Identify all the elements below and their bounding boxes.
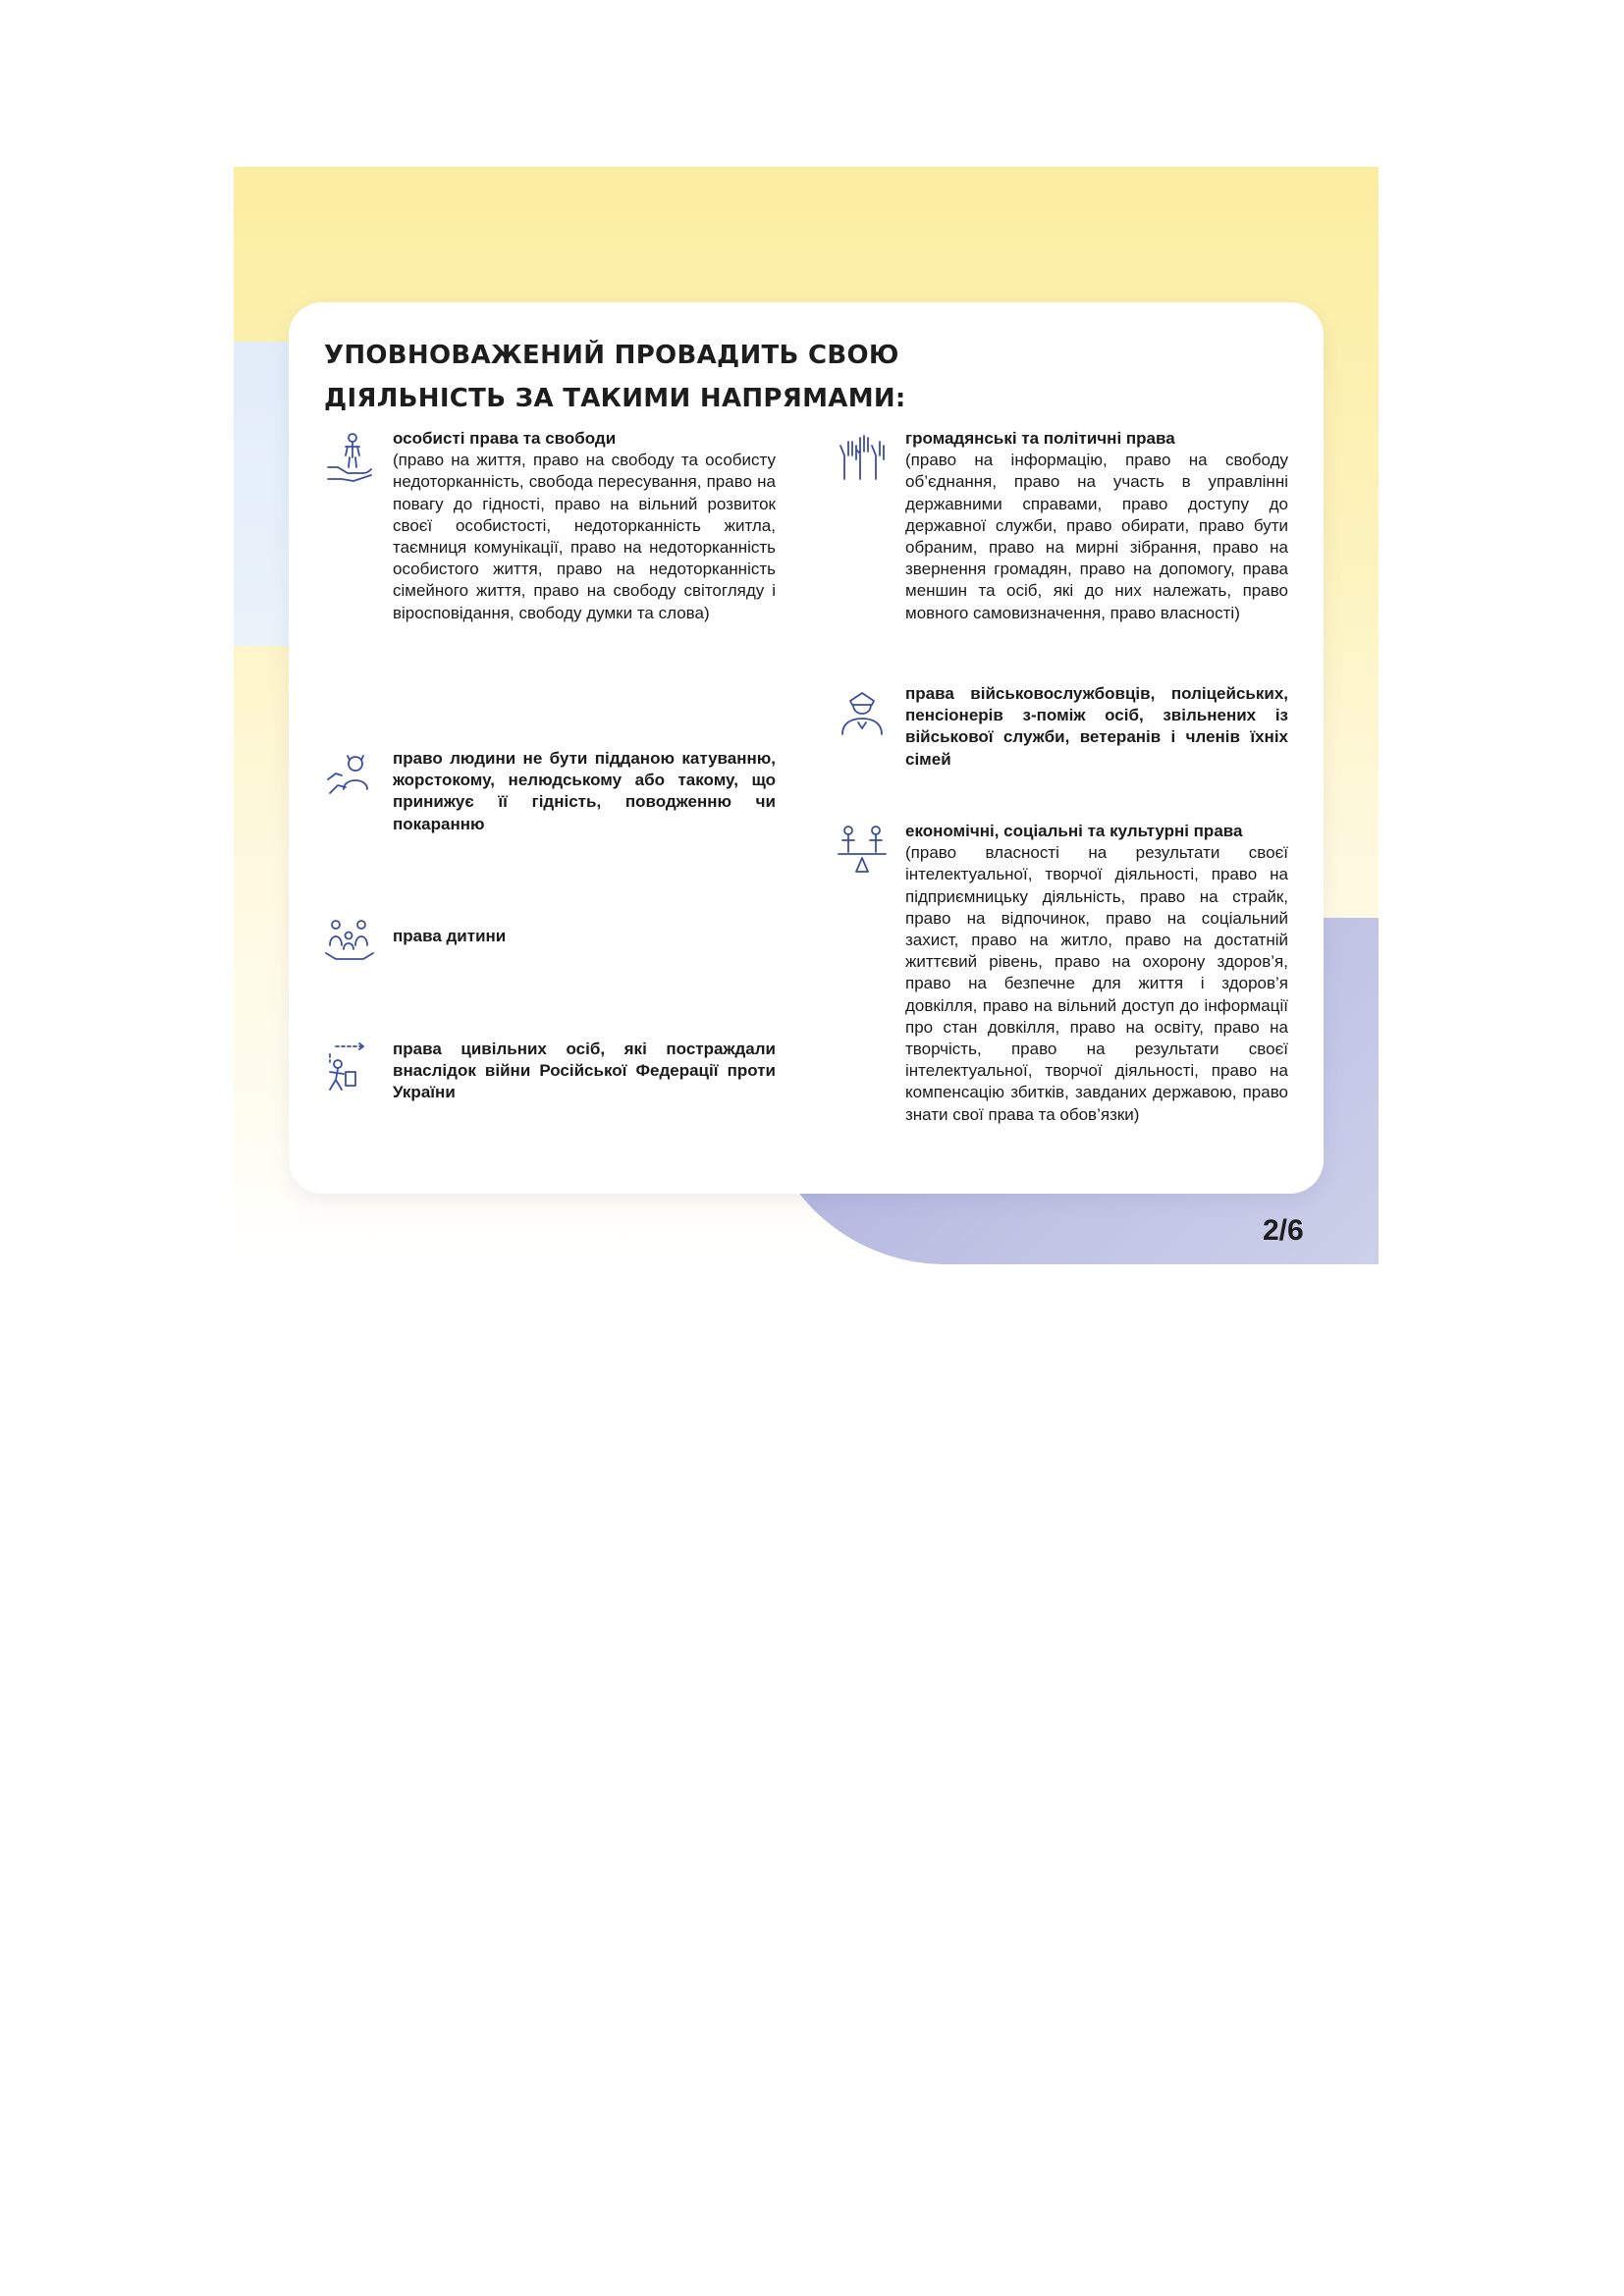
item-heading: права військовослужбовців, поліцейських, пенсіонерів з-поміж осіб, звільнених із військової служби, ветеранів і членів їхніх сімей: [905, 684, 1288, 769]
officer-icon: [837, 687, 888, 738]
balance-people-icon: [837, 825, 888, 876]
title-line-1: УПОВНОВАЖЕНИЙ ПРОВАДИТЬ СВОЮ: [324, 341, 899, 370]
item-heading: громадянські та політичні права: [905, 429, 1175, 448]
item-heading: економічні, соціальні та культурні права: [905, 822, 1243, 840]
title-line-2: ДІЯЛЬНІСТЬ ЗА ТАКИМИ НАПРЯМАМИ:: [324, 384, 906, 413]
item-description: (право власності на результати своєї інтелектуальної, творчої діяльності, право на підприємницьку діяльність, право на страйк, право на відпочинок, право на соціальний захист, право на житло, право на достатній життєвий рівень, право на охорону здоров’я, право на безпечне для життя і здоров’я довкілля, право на вільний доступ до інформації про стан довкілля, право на освіту, право на творчість, право на результати своєї інтелектуальної, творчої діяльності, право на компенсацію збитків, завданих державою, право знати свої права та обов’язки): [905, 843, 1288, 1124]
item-heading: права дитини: [393, 927, 507, 945]
item-heading: права цивільних осіб, які постраждали внаслідок війни Російської Федерації проти України: [393, 1040, 776, 1102]
item-heading: право людини не бути підданою катуванню, жорстокому, нелюдському або такому, що принижує її гідність, поводженню чи покаранню: [393, 749, 776, 833]
item-heading: особисті права та свободи: [393, 429, 617, 448]
item-description: (право на інформацію, право на свободу об’єднання, право на участь в управлінні державними справами, право доступу до державної служби, право обирати, право бути обраним, право на мирні зібрання, право на звернення громадян, право на допомогу, права меншин та осіб, які до них належать, право мовного самовизначення, право власності): [905, 451, 1288, 622]
family-care-icon: [324, 916, 375, 967]
displaced-person-icon: [324, 1042, 375, 1094]
item-description: (право на життя, право на свободу та особисту недоторканність, свобода пересування, право на повагу до гідності, право на вільний розвиток своєї особистості, недоторканність житла, таємниця комунікації, право на недоторканність особистого життя, право на недоторканність сімейного життя, право на свободу світогляду і віросповідання, свободу думки та слова): [393, 451, 776, 622]
person-in-hand-icon: [324, 432, 375, 483]
page-title: [324, 334, 1110, 420]
protect-person-icon: [324, 752, 375, 803]
raised-hands-icon: [837, 432, 888, 483]
page-number: 2/6: [1263, 1214, 1304, 1247]
